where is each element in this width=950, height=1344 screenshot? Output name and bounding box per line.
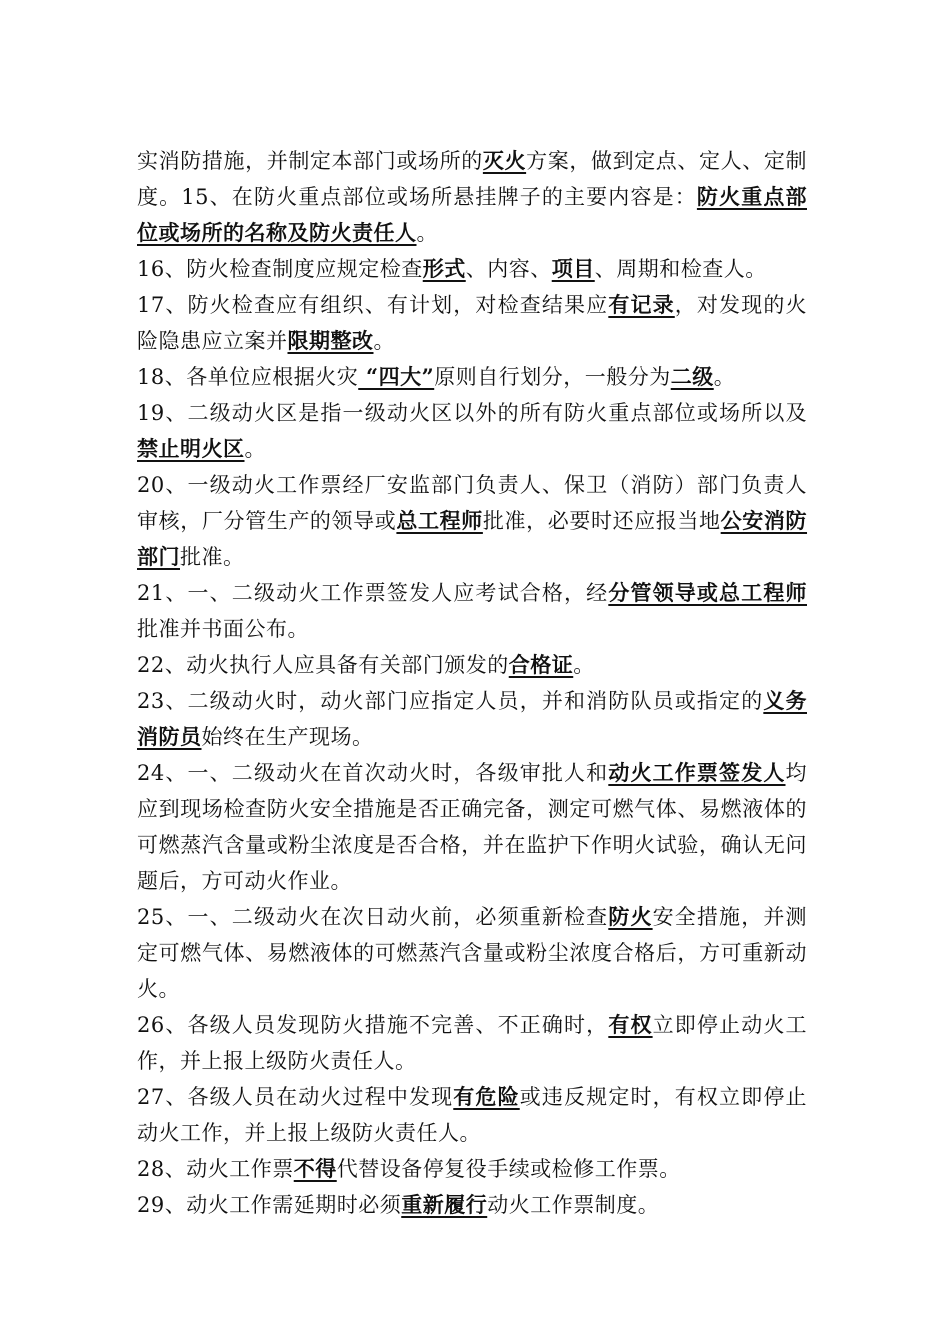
paragraph <box>137 683 807 755</box>
body-text: 23、二级动火时，动火部门应指定人员，并和消防队员或指定的 <box>137 689 764 713</box>
answer-text: 防火 <box>608 904 653 929</box>
body-text: 22、动火执行人应具备有关部门颁发的 <box>137 653 509 677</box>
answer-text: 公安消防部门 <box>137 508 808 569</box>
body-text: 29、动火工作需延期时必须 <box>137 1193 402 1217</box>
paragraph <box>137 575 807 647</box>
body-text: 方案，做到定点、定人、定制度。15、在防火重点部位或场所悬挂牌子的主要内容是： <box>137 149 808 209</box>
body-text: 安全措施，并测定可燃气体、易燃液体的可燃蒸汽含量或粉尘浓度合格后，方可重新动火。 <box>137 905 807 1001</box>
body-text: 26、各级人员发现防火措施不完善、不正确时， <box>137 1013 609 1037</box>
body-text: 原则自行划分，一般分为 <box>434 365 671 389</box>
body-text: 。 <box>713 365 736 389</box>
body-text: 19、二级动火区是指一级动火区以外的所有防火重点部位或场所以及 <box>137 401 807 425</box>
paragraph <box>137 755 807 899</box>
answer-text: 不得 <box>293 1156 337 1181</box>
body-text: 。 <box>373 329 395 353</box>
answer-text: 分管领导或总工程师 <box>608 580 807 605</box>
paragraph <box>137 395 807 467</box>
body-text: 21、一、二级动火工作票签发人应考试合格，经 <box>137 581 609 605</box>
paragraph <box>137 899 807 1007</box>
paragraph <box>137 1151 807 1187</box>
answer-text: 防火重点部位或场所的名称及防火责任人 <box>137 184 807 245</box>
body-text: 立即停止动火工作，并上报上级防火责任人。 <box>137 1013 807 1073</box>
body-text: 18、各单位应根据火灾 <box>137 365 359 389</box>
body-text: 。 <box>573 653 595 677</box>
answer-text: 形式 <box>422 256 466 281</box>
answer-text: 禁止明火区 <box>137 436 245 461</box>
body-text: 28、动火工作票 <box>137 1157 294 1181</box>
body-text: 、周期和检查人。 <box>594 257 767 281</box>
paragraph <box>137 359 807 395</box>
answer-text: 动火工作票签发人 <box>608 760 786 785</box>
body-text: 。 <box>416 221 438 245</box>
body-text: 均应到现场检查防火安全措施是否正确完备，测定可燃气体、易燃液体的可燃蒸汽含量或粉尘浓度是否合格，并在监护下作明火试验，确认无问题后，方可动火作业。 <box>137 761 807 893</box>
body-text: 25、一、二级动火在次日动火前，必须重新检查 <box>137 905 609 929</box>
paragraph <box>137 1187 807 1223</box>
body-text: 代替设备停复役手续或检修工作票。 <box>336 1157 681 1181</box>
paragraph <box>137 467 807 575</box>
answer-text: 有危险 <box>453 1084 520 1109</box>
paragraph <box>137 1079 807 1151</box>
paragraph <box>137 143 807 251</box>
body-text: 始终在生产现场。 <box>201 725 374 749</box>
answer-text: 总工程师 <box>396 508 483 533</box>
paragraph <box>137 251 807 287</box>
body-text: 批准并书面公布。 <box>137 617 309 641</box>
paragraph <box>137 287 807 359</box>
paragraph <box>137 1007 807 1079</box>
body-text: 20、一级动火工作票经厂安监部门负责人、保卫（消防）部门负责人审核，厂分管生产的领导或 <box>137 473 807 533</box>
answer-text: 有权 <box>608 1012 653 1037</box>
body-text: 批准，必要时还应报当地 <box>482 509 721 533</box>
body-text: 17、防火检查应有组织、有计划，对检查结果应 <box>137 293 609 317</box>
paragraph <box>137 647 807 683</box>
body-text: 批准。 <box>180 545 245 569</box>
body-text: 、内容、 <box>465 257 552 281</box>
answer-text: 项目 <box>551 256 595 281</box>
body-text: ，对发现的火险隐患应立案并 <box>137 293 808 353</box>
body-text: 27、各级人员在动火过程中发现 <box>137 1085 454 1109</box>
document-body <box>137 143 807 1223</box>
body-text: 16、防火检查制度应规定检查 <box>137 257 423 281</box>
body-text: 。 <box>244 437 266 461</box>
answer-text: 义务消防员 <box>137 688 807 749</box>
answer-text: 重新履行 <box>401 1192 488 1217</box>
body-text: 动火工作票制度。 <box>487 1193 660 1217</box>
answer-text: 二级 <box>670 364 714 389</box>
answer-text: 限期整改 <box>287 328 374 353</box>
body-text: 24、一、二级动火在首次动火时，各级审批人和 <box>137 761 609 785</box>
answer-text: 合格证 <box>508 652 574 677</box>
body-text: 或违反规定时，有权立即停止动火工作，并上报上级防火责任人。 <box>137 1085 807 1145</box>
answer-text: 有记录 <box>608 292 675 317</box>
answer-text: 灭火 <box>482 148 527 173</box>
body-text: 实消防措施，并制定本部门或场所的 <box>137 149 483 173</box>
answer-text: “四大” <box>358 364 435 389</box>
